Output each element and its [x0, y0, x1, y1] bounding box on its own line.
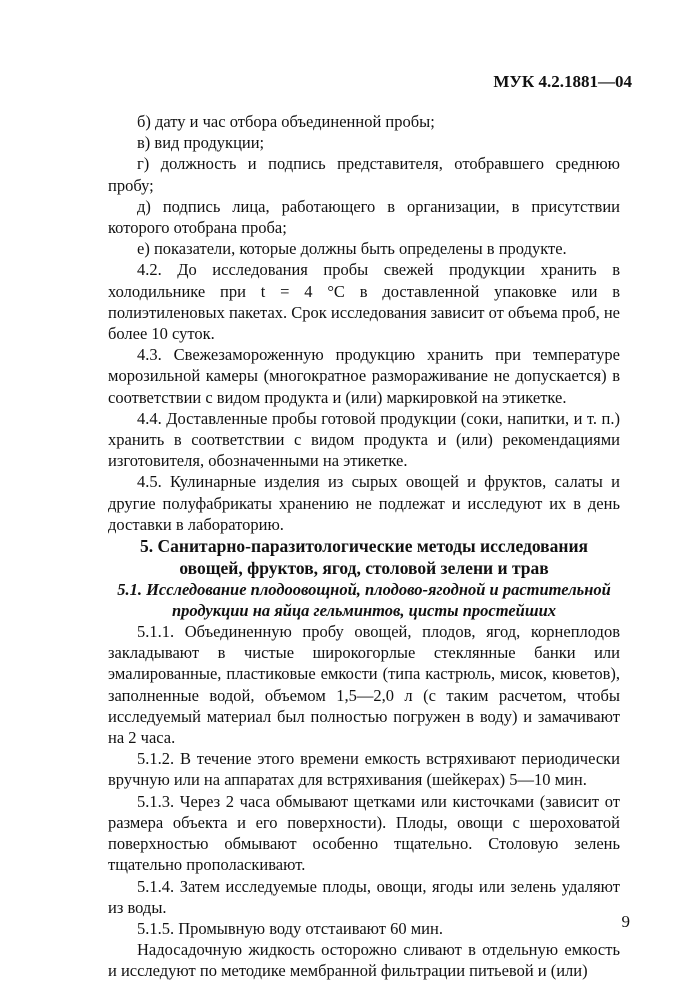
- paragraph: в) вид продукции;: [137, 133, 265, 153]
- paragraph: г) должность и подпись представителя, отобравшего среднюю пробу;: [108, 154, 620, 195]
- paragraph: 4.4. Доставленные пробы готовой продукции (соки, напитки, и т. п.) хранить в соответствии с видом продукта и (или) рекомендациями изготовителя, обозначенными на этикетке.: [108, 408, 620, 471]
- paragraph: е) показатели, которые должны быть определены в продукте.: [137, 239, 567, 259]
- paragraph: Надосадочную жидкость осторожно сливают в отдельную емкость и исследуют по методике мембранной фильтрации питьевой и (или): [108, 940, 620, 981]
- paragraph: 5.1.3. Через 2 часа обмывают щетками или кисточками (зависит от размера объекта и его поверхности). Плоды, овощи с шероховатой поверхностью обмывают особенно тщательно. Столовую зелень тщательно прополаскивают.: [108, 791, 620, 875]
- paragraph: 4.2. До исследования пробы свежей продукции хранить в холодильнике при t = 4 °С в доставленной упаковке или в полиэтиленовых пакетах. Срок исследования зависит от объема проб, не более 10 суток.: [108, 260, 620, 344]
- body-text: [108, 111, 620, 982]
- paragraph: 4.3. Свежезамороженную продукцию хранить при температуре морозильной камеры (многократное размораживание не допускается) в соответствии с видом продукта и (или) маркировкой на этикетке.: [108, 345, 620, 407]
- paragraph: б) дату и час отбора объединенной пробы;: [137, 112, 435, 131]
- paragraph: 5.1.5. Промывную воду отстаивают 60 мин.: [137, 918, 443, 938]
- paragraph: 5.1.4. Затем исследуемые плоды, овощи, ягоды или зелень удаляют из воды.: [108, 876, 620, 917]
- subsection-heading: 5.1. Исследование плодоовощной, плодово-ягодной и растительной продукции на яйца гельминтов, цисты простейших: [117, 580, 611, 621]
- paragraph: 5.1.1. Объединенную пробу овощей, плодов, ягод, корнеплодов закладывают в чистые широкогорлые стеклянные банки или эмалированные, пластиковые емкости (типа кастрюль, мисок, кюветов), заполненные водой, объемом 1,5—2,0 л (с таким расчетом, чтобы исследуемый материал был полностью погружен в воду) и замачивают на 2 часа.: [108, 622, 620, 748]
- paragraph: 4.5. Кулинарные изделия из сырых овощей и фруктов, салаты и другие полуфабрикаты хранению не подлежат и исследуют их в день доставки в лабораторию.: [108, 472, 620, 534]
- document-code: МУК 4.2.1881—04: [493, 72, 632, 91]
- paragraph: 5.1.2. В течение этого времени емкость встряхивают периодически вручную или на аппаратах для встряхивания (шейкерах) 5—10 мин.: [108, 749, 620, 790]
- page-number: 9: [621, 912, 630, 931]
- section-heading: 5. Санитарно-паразитологические методы исследования овощей, фруктов, ягод, столовой зелени и трав: [139, 536, 588, 579]
- paragraph: д) подпись лица, работающего в организации, в присутствии которого отобрана проба;: [108, 196, 620, 238]
